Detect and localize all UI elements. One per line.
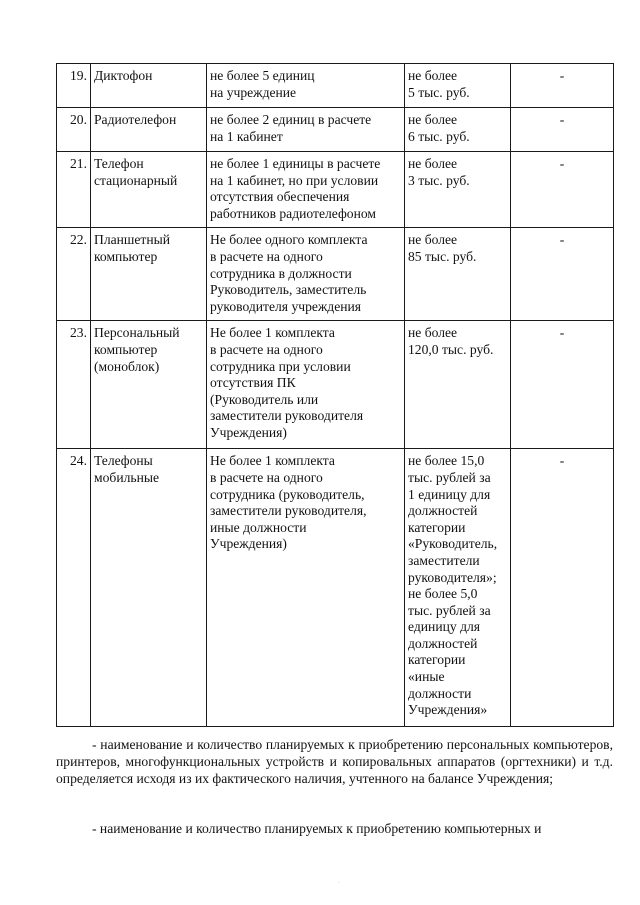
- extra-cell: -: [511, 449, 614, 727]
- paragraph-office-equipment: - наименование и количество планируемых к приобретению персональных компьютеров, принтеров, многофункциональных устройств и копировальных аппаратов (оргтехники) и т.д. определяется исходя из их фактического наличия, учтенного на балансе Учреждения;: [56, 737, 613, 786]
- extra-cell: -: [511, 228, 614, 321]
- quantity-norm-line: на 1 кабинет, но при условии: [210, 172, 379, 188]
- table-row: [57, 321, 614, 449]
- quantity-norm-line: Не более 1 комплекта: [210, 325, 335, 341]
- row-number: 19.: [57, 64, 91, 108]
- price-limit-line: не более: [408, 68, 458, 83]
- quantity-norm-line: руководителя учреждения: [210, 298, 362, 314]
- item-name: [91, 108, 207, 152]
- quantity-norm-line: в расчете на одного: [210, 248, 323, 264]
- item-name-line: мобильные: [94, 469, 160, 485]
- quantity-norm-line: Учреждения): [210, 424, 287, 440]
- price-limit-line: 5 тыс. руб.: [408, 84, 470, 100]
- extra-cell: -: [511, 64, 614, 108]
- price-limit-line: заместители: [408, 552, 480, 568]
- item-name-line: компьютер: [94, 248, 158, 264]
- item-name-line: Персональный: [94, 325, 180, 341]
- quantity-norm: [207, 321, 405, 449]
- quantity-norm: [207, 152, 405, 228]
- price-limit-line: 3 тыс. руб.: [408, 172, 470, 188]
- price-limit-line: не более: [408, 325, 458, 341]
- price-limit: [405, 108, 511, 152]
- price-limit-line: не более 5,0: [408, 586, 478, 602]
- quantity-norm: [207, 64, 405, 108]
- price-limit-line: не более: [408, 232, 458, 248]
- price-limit-line: 1 единицу для: [408, 486, 491, 502]
- quantity-norm-line: работников радиотелефоном: [210, 205, 376, 221]
- price-limit-line: «иные: [408, 669, 445, 685]
- price-limit-line: должностей: [408, 635, 478, 651]
- equipment-norms-table: [56, 63, 614, 727]
- quantity-norm-line: сотрудника при условии: [210, 358, 351, 374]
- table-row: [57, 152, 614, 228]
- quantity-norm-line: заместители руководителя: [210, 408, 364, 424]
- price-limit-line: не более: [408, 156, 458, 171]
- price-limit: [405, 228, 511, 321]
- price-limit-line: 120,0 тыс. руб.: [408, 341, 494, 357]
- extra-cell: -: [511, 108, 614, 152]
- price-limit-line: не более 15,0: [408, 453, 485, 469]
- paragraph-computer-items: - наименование и количество планируемых к приобретению компьютерных и: [92, 821, 542, 836]
- price-limit-line: категории: [408, 519, 466, 535]
- page-mark: ·: [338, 880, 340, 886]
- quantity-norm-line: Не более 1 комплекта: [210, 453, 335, 469]
- extra-cell: -: [511, 321, 614, 449]
- quantity-norm-line: не более 1 единицы в расчете: [210, 156, 381, 171]
- price-limit-line: руководителя»;: [408, 569, 497, 585]
- quantity-norm-line: Учреждения): [210, 536, 287, 552]
- row-number: 21.: [57, 152, 91, 228]
- row-number: 23.: [57, 321, 91, 449]
- quantity-norm-line: (Руководитель или: [210, 391, 319, 407]
- quantity-norm: [207, 449, 405, 727]
- item-name-line: Планшетный: [94, 232, 171, 248]
- quantity-norm-line: Руководитель, заместитель: [210, 282, 367, 298]
- table-row: [57, 449, 614, 727]
- item-name-line: Телефон: [94, 156, 144, 171]
- quantity-norm-line: сотрудника в должности: [210, 265, 352, 281]
- item-name: [91, 152, 207, 228]
- table-row: [57, 228, 614, 321]
- price-limit-line: единицу для: [408, 619, 481, 635]
- quantity-norm-line: отсутствия ПК: [210, 375, 296, 391]
- price-limit-line: 85 тыс. руб.: [408, 248, 477, 264]
- table-row: [57, 108, 614, 152]
- price-limit-line: тыс. рублей за: [408, 469, 491, 485]
- item-name-line: Радиотелефон: [94, 112, 177, 127]
- price-limit: [405, 152, 511, 228]
- price-limit-line: Учреждения»: [408, 702, 488, 718]
- table-row: [57, 64, 614, 108]
- quantity-norm-line: иные должности: [210, 519, 307, 535]
- quantity-norm: [207, 228, 405, 321]
- price-limit-line: должности: [408, 685, 472, 701]
- quantity-norm-line: Не более одного комплекта: [210, 232, 368, 248]
- item-name: [91, 449, 207, 727]
- quantity-norm-line: заместители руководителя,: [210, 503, 367, 519]
- price-limit-line: не более: [408, 112, 458, 127]
- quantity-norm-line: в расчете на одного: [210, 469, 323, 485]
- price-limit-line: «Руководитель,: [408, 536, 498, 552]
- item-name: [91, 321, 207, 449]
- price-limit-line: тыс. рублей за: [408, 602, 491, 618]
- quantity-norm-line: не более 2 единиц в расчете: [210, 112, 372, 127]
- item-name-line: компьютер: [94, 341, 158, 357]
- price-limit: [405, 64, 511, 108]
- quantity-norm-line: не более 5 единиц: [210, 68, 315, 83]
- extra-cell: -: [511, 152, 614, 228]
- item-name-line: стационарный: [94, 172, 178, 188]
- quantity-norm-line: отсутствия обеспечения: [210, 189, 350, 205]
- quantity-norm: [207, 108, 405, 152]
- row-number: 20.: [57, 108, 91, 152]
- price-limit: [405, 449, 511, 727]
- price-limit-line: должностей: [408, 503, 478, 519]
- item-name: [91, 64, 207, 108]
- quantity-norm-line: в расчете на одного: [210, 341, 323, 357]
- item-name-line: Телефоны: [94, 453, 153, 469]
- price-limit-line: 6 тыс. руб.: [408, 128, 470, 144]
- quantity-norm-line: на учреждение: [210, 84, 297, 100]
- price-limit: [405, 321, 511, 449]
- item-name: [91, 228, 207, 321]
- price-limit-line: категории: [408, 652, 466, 668]
- row-number: 24.: [57, 449, 91, 727]
- item-name-line: (моноблок): [94, 358, 160, 374]
- table-body: [57, 64, 614, 727]
- quantity-norm-line: сотрудника (руководитель,: [210, 486, 365, 502]
- item-name-line: Диктофон: [94, 68, 153, 83]
- row-number: 22.: [57, 228, 91, 321]
- quantity-norm-line: на 1 кабинет: [210, 128, 283, 144]
